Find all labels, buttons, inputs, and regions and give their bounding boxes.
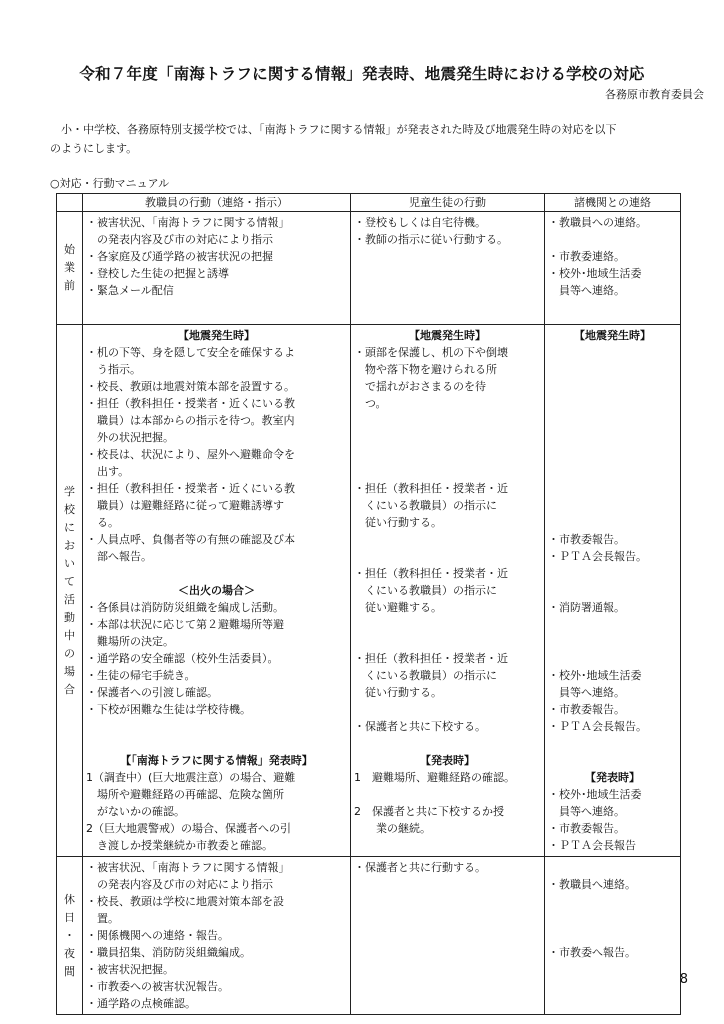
cell-line: 【発表時】 [585, 771, 640, 784]
cell-line: ・登校した生徒の把握と誘導 [86, 267, 229, 280]
cell-line: き渡しか授業継続か市教委と確認。 [86, 839, 273, 852]
cell-line: 物や落下物を避けられる所 [354, 363, 497, 376]
row-label-char: 動 [64, 610, 75, 624]
cell-line: ・担任（教科担任・授業者・近 [354, 567, 508, 580]
cell-line [86, 735, 347, 752]
cell-line: くにいる教職員）の指示に [354, 584, 497, 597]
row-label-char: 始 [64, 243, 75, 256]
cell-line: ・保護者と共に行動する。 [354, 861, 486, 874]
cell-line [548, 378, 677, 395]
cell-line: ・各係員は消防防災組織を編成し活動。 [86, 601, 284, 614]
cell-line: ・保護者と共に下校する。 [354, 720, 486, 733]
cell-line: ・頭部を保護し、机の下や倒壊 [354, 346, 508, 359]
cell-line: ・人員点呼、負傷者等の有無の確認及び本 [86, 533, 295, 546]
cell-line: ・担任（教科担任・授業者・近 [354, 652, 508, 665]
cell-line [86, 718, 347, 735]
row-label-char: の [64, 646, 75, 660]
cell-line: ・被害状況把握。 [86, 963, 174, 976]
cell-line: ・市教委への被害状況報告。 [86, 980, 229, 993]
cell-line: ・職員招集、消防防災組織編成。 [86, 946, 251, 959]
cell-line: ・登校もしくは自宅待機。 [354, 216, 486, 229]
cell-line [548, 361, 677, 378]
row-label [57, 212, 83, 325]
cell-line [548, 650, 677, 667]
page-title: 令和７年度「南海トラフに関する情報」発表時、地震発生時における学校の対応 [79, 65, 645, 83]
staff-cell [83, 212, 351, 325]
cell-line: くにいる教職員）の指示に [354, 499, 497, 512]
cell-line: ・担任（教科担任・授業者・近くにいる教 [86, 482, 295, 495]
table-header-row [57, 194, 681, 212]
header-staff: 教職員の行動（連絡・指示） [83, 194, 351, 212]
cell-line [548, 582, 677, 599]
org-cell [545, 325, 681, 857]
row-label-char: 校 [64, 502, 75, 516]
cell-line: ・ＰＴＡ会長報告。 [548, 720, 647, 733]
row-label-char: 場 [64, 664, 75, 678]
cell-line: 員等へ連絡。 [548, 284, 625, 297]
corner-cell [57, 194, 83, 212]
cell-line [354, 735, 541, 752]
cell-line: 【地震発生時】 [574, 329, 651, 342]
cell-line [548, 927, 677, 944]
table-row [57, 325, 681, 857]
cell-line [548, 412, 677, 429]
staff-cell [83, 857, 351, 1015]
cell-line [548, 514, 677, 531]
cell-line: ・机の下等、身を隠して安全を確保するよ [86, 346, 295, 359]
cell-line [86, 565, 347, 582]
cell-line: 【地震発生時】 [409, 329, 486, 342]
cell-line [548, 565, 677, 582]
cell-line: 2 保護者と共に下校するか授 [354, 805, 504, 818]
section-label: ○対応・行動マニュアル [50, 177, 170, 190]
cell-line: う指示。 [86, 363, 141, 376]
page-number: 8 [679, 972, 688, 987]
cell-line: 【地震発生時】 [178, 329, 255, 342]
cell-line [354, 446, 541, 463]
cell-line: がないかの確認。 [86, 805, 185, 818]
cell-line [548, 231, 677, 248]
cell-line [548, 910, 677, 927]
cell-line: 難場所の決定。 [86, 635, 174, 648]
cell-line: ・教師の指示に従い行動する。 [354, 233, 508, 246]
cell-line: 職員）は本部からの指示を待つ。教室内 [86, 414, 295, 427]
cell-line [548, 429, 677, 446]
cell-line [548, 446, 677, 463]
cell-line: くにいる教職員）の指示に [354, 669, 497, 682]
cell-line: 外の状況把握。 [86, 431, 174, 444]
cell-line: 2（巨大地震警戒）の場合、保護者への引 [86, 822, 291, 835]
intro-line: 小・中学校、各務原特別支援学校では、「南海トラフに関する情報」が発表された時及び地震発生時の対応を以下 [61, 123, 617, 136]
cell-line [354, 412, 541, 429]
cell-line: ・通学路の安全確認（校外生活委員）。 [86, 652, 279, 665]
table-row [57, 212, 681, 325]
cell-line [354, 701, 541, 718]
cell-line: ・通学路の点検確認。 [86, 997, 196, 1010]
cell-line: つ。 [354, 397, 387, 410]
cell-line: 【発表時】 [420, 754, 475, 767]
cell-line: ・本部は状況に応じて第２避難場所等避 [86, 618, 284, 631]
cell-line [548, 497, 677, 514]
cell-line: ・緊急メール配信 [86, 284, 174, 297]
cell-line [354, 548, 541, 565]
cell-line [354, 429, 541, 446]
row-label-char: い [64, 556, 75, 570]
cell-line: ・校外･地域生活委 [548, 669, 642, 682]
row-label-char: 夜 [64, 946, 75, 960]
cell-line: ・教職員へ連絡。 [548, 878, 636, 891]
table-row [57, 857, 681, 1015]
cell-line: ・保護者への引渡し確認。 [86, 686, 218, 699]
header-org: 諸機関との連絡 [545, 194, 681, 212]
cell-line: ・校外･地域生活委 [548, 788, 642, 801]
cell-line: ・市教委連絡。 [548, 250, 625, 263]
cell-line [354, 463, 541, 480]
cell-line: ・市教委報告。 [548, 822, 625, 835]
row-label-char: お [64, 538, 75, 552]
row-label-char: 中 [64, 628, 75, 642]
cell-line: ・担任（教科担任・授業者・近 [354, 482, 508, 495]
cell-line: ・教職員への連絡。 [548, 216, 647, 229]
cell-line: ・市教委へ報告。 [548, 946, 636, 959]
cell-line [548, 735, 677, 752]
cell-line: ・被害状況、「南海トラフに関する情報」 [86, 216, 290, 229]
cell-line [548, 344, 677, 361]
cell-line: 出す。 [86, 465, 130, 478]
row-label-char: 間 [64, 964, 75, 978]
cell-line: 員等へ連絡。 [548, 686, 625, 699]
cell-line: ・各家庭及び通学路の被害状況の把握 [86, 250, 273, 263]
cell-line: る。 [86, 516, 119, 529]
row-label [57, 325, 83, 857]
cell-line [354, 531, 541, 548]
cell-line [548, 752, 677, 769]
cell-line: 部へ報告。 [86, 550, 152, 563]
cell-line: ・校長、教頭は地震対策本部を設置する。 [86, 380, 295, 393]
cell-line [354, 786, 541, 803]
cell-line: ・市教委報告。 [548, 533, 625, 546]
cell-line: ・市教委報告。 [548, 703, 625, 716]
cell-line [548, 893, 677, 910]
cell-line: 従い行動する。 [354, 686, 442, 699]
student-cell [351, 857, 545, 1015]
row-label-char: 合 [64, 682, 75, 696]
row-label-char: 日 [64, 910, 75, 924]
cell-line: 職員）は避難経路に従って避難誘導す [86, 499, 284, 512]
cell-line: ・ＰＴＡ会長報告 [548, 839, 636, 852]
cell-line: 従い行動する。 [354, 516, 442, 529]
cell-line: 員等へ連絡。 [548, 805, 625, 818]
cell-line: 1（調査中）(巨大地震注意）の場合、避難 [86, 771, 296, 784]
cell-line: 従い避難する。 [354, 601, 442, 614]
intro-line: のようにします。 [50, 142, 138, 155]
cell-line: ・下校が困難な生徒は学校待機。 [86, 703, 251, 716]
cell-line [548, 859, 677, 876]
row-label-char: に [64, 520, 75, 534]
student-cell [351, 325, 545, 857]
row-label-char: 活 [64, 592, 75, 606]
cell-line [548, 616, 677, 633]
cell-line [548, 480, 677, 497]
cell-line [354, 633, 541, 650]
cell-line: 1 避難場所、避難経路の確認。 [354, 771, 515, 784]
cell-line: の発表内容及び市の対応により指示 [86, 233, 273, 246]
cell-line: ・担任（教科担任・授業者・近くにいる教 [86, 397, 295, 410]
header-student: 児童生徒の行動 [351, 194, 545, 212]
cell-line: の発表内容及び市の対応により指示 [86, 878, 273, 891]
organization-name: 各務原市教育委員会 [605, 88, 704, 101]
cell-line: 置。 [86, 912, 119, 925]
cell-line: 場所や避難経路の再確認、危険な箇所 [86, 788, 284, 801]
cell-line [548, 395, 677, 412]
cell-line: ・ＰＴＡ会長報告。 [548, 550, 647, 563]
row-label-char: 学 [64, 484, 75, 498]
row-label-char: 業 [64, 261, 75, 274]
cell-line: 【「南海トラフに関する情報」発表時】 [120, 754, 313, 767]
cell-line: ・校外･地域生活委 [548, 267, 642, 280]
org-cell [545, 857, 681, 1015]
row-label-char: 休 [64, 892, 75, 906]
cell-line: ＜出火の場合＞ [178, 584, 255, 597]
cell-line [548, 633, 677, 650]
cell-line: ・校長は、状況により、屋外へ避難命令を [86, 448, 295, 461]
cell-line: ・校長、教頭は学校に地震対策本部を設 [86, 895, 284, 908]
row-label-char: 前 [64, 279, 75, 292]
cell-line [354, 616, 541, 633]
intro-paragraph [50, 120, 680, 158]
row-label-char: ・ [64, 928, 75, 942]
student-cell [351, 212, 545, 325]
cell-line: 業の継続。 [354, 822, 431, 835]
cell-line: ・消防署通報。 [548, 601, 625, 614]
staff-cell [83, 325, 351, 857]
row-label-char: て [64, 574, 75, 588]
response-table [56, 193, 681, 1015]
row-label [57, 857, 83, 1015]
cell-line: ・生徒の帰宅手続き。 [86, 669, 196, 682]
cell-line: ・関係機関への連絡・報告。 [86, 929, 229, 942]
cell-line [548, 463, 677, 480]
org-cell [545, 212, 681, 325]
cell-line: で揺れがおさまるのを待 [354, 380, 486, 393]
cell-line: ・被害状況、「南海トラフに関する情報」 [86, 861, 290, 874]
